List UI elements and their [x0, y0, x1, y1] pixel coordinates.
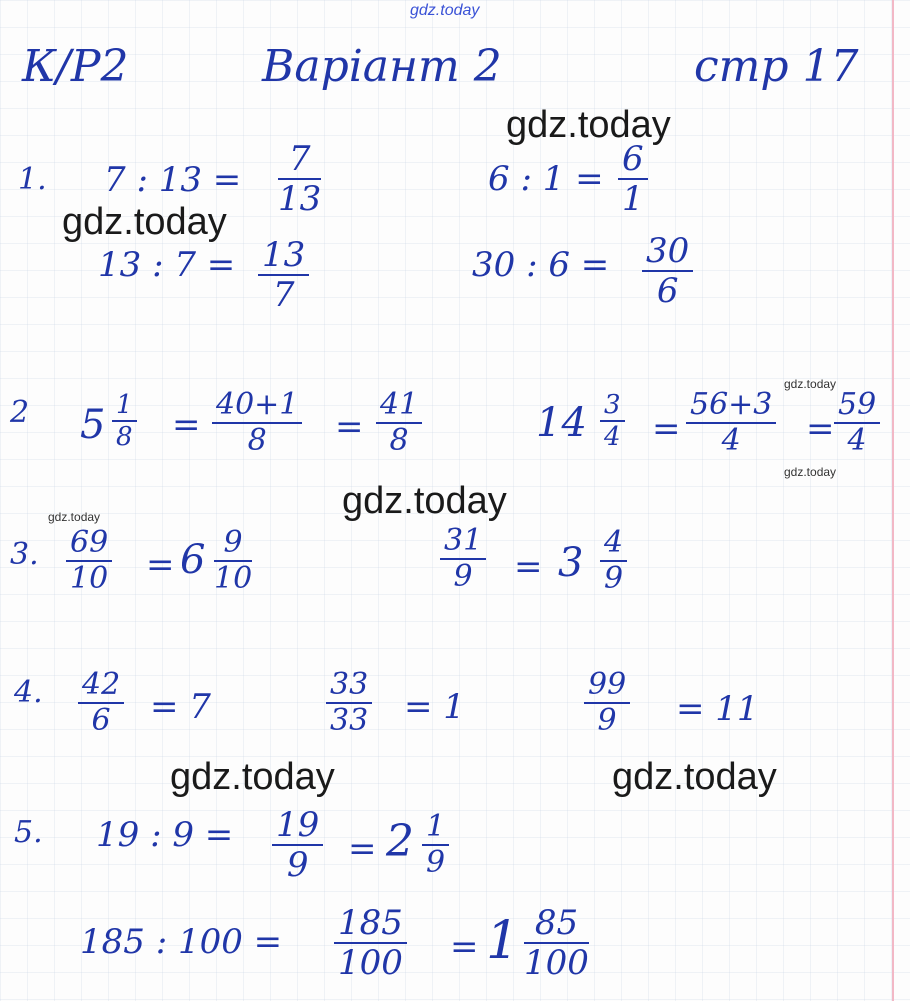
denominator: 4: [721, 423, 741, 458]
equals-sign: =: [450, 927, 479, 967]
numerator: 9: [214, 528, 252, 562]
task-number: 3.: [10, 537, 39, 572]
expression: 30 : 6 =: [472, 245, 610, 285]
fraction: [212, 387, 302, 458]
numerator: 59: [834, 390, 880, 424]
watermark-small: gdz.today: [784, 465, 837, 479]
equals-sign: =: [172, 405, 201, 445]
numerator: 85: [524, 906, 589, 944]
equals-sign: =: [146, 545, 175, 585]
result: = 7: [150, 687, 211, 727]
watermark-small: gdz.today: [48, 510, 101, 524]
numerator: 56+3: [686, 390, 776, 424]
fraction: [524, 903, 589, 983]
expression: 19 : 9 =: [96, 815, 234, 855]
fraction: [584, 667, 630, 738]
fraction: [600, 392, 625, 450]
denominator: 8: [116, 422, 133, 452]
fraction: [642, 231, 693, 311]
fraction: [834, 387, 880, 458]
whole-part: 2: [386, 816, 414, 867]
denominator: 13: [278, 179, 322, 219]
header-page: стр 17: [694, 41, 859, 92]
denominator: 100: [338, 943, 403, 983]
denominator: 9: [426, 845, 446, 880]
whole-part: 3: [558, 540, 584, 586]
fraction: [112, 392, 137, 450]
equals-sign: =: [652, 409, 681, 449]
denominator: 6: [656, 271, 679, 311]
whole-part: 14: [536, 400, 587, 446]
equals-sign: =: [806, 409, 835, 449]
expression: 6 : 1 =: [488, 159, 604, 199]
numerator: 69: [66, 528, 112, 562]
numerator: 31: [440, 526, 486, 560]
whole-part: 1: [486, 911, 520, 971]
fraction: [600, 525, 627, 596]
numerator: 1: [422, 812, 449, 846]
watermark-top: gdz.today: [410, 2, 480, 19]
header-work-label: К/Р2: [22, 41, 129, 92]
equals-sign: =: [348, 829, 377, 869]
fraction: [214, 525, 253, 596]
numerator: 4: [600, 528, 627, 562]
task-number: 5.: [14, 815, 43, 850]
task-number: 1.: [18, 162, 47, 197]
denominator: 4: [604, 422, 621, 452]
numerator: 33: [326, 670, 372, 704]
numerator: 7: [278, 142, 321, 180]
watermark: gdz.today: [612, 756, 777, 798]
denominator: 10: [70, 561, 109, 596]
expression: 185 : 100 =: [80, 922, 283, 962]
whole-part: 5: [80, 402, 106, 448]
numerator: 1: [112, 392, 137, 422]
watermark-small: gdz.today: [784, 377, 837, 391]
expression: 7 : 13 =: [104, 160, 242, 200]
denominator: 9: [286, 845, 309, 885]
fraction: [258, 235, 309, 315]
task-number: 2: [10, 395, 30, 430]
fraction: [440, 523, 486, 594]
numerator: 6: [618, 142, 648, 180]
watermark: gdz.today: [342, 480, 507, 522]
denominator: 6: [91, 703, 111, 738]
denominator: 8: [389, 423, 409, 458]
fraction: [334, 903, 407, 983]
denominator: 9: [597, 703, 617, 738]
numerator: 3: [600, 392, 625, 422]
fraction: [272, 805, 323, 885]
denominator: 9: [453, 559, 473, 594]
expression: 13 : 7 =: [98, 245, 236, 285]
equals-sign: =: [514, 547, 543, 587]
denominator: 33: [330, 703, 369, 738]
whole-part: 6: [180, 537, 206, 583]
fraction: [618, 139, 648, 219]
header-variant: Варіант 2: [262, 41, 502, 92]
fraction: [376, 387, 422, 458]
denominator: 9: [604, 561, 624, 596]
numerator: 42: [78, 670, 124, 704]
equals-sign: =: [335, 407, 364, 447]
denominator: 8: [247, 423, 267, 458]
watermark: gdz.today: [170, 756, 335, 798]
fraction: [66, 525, 112, 596]
numerator: 185: [334, 906, 407, 944]
numerator: 19: [272, 808, 323, 846]
denominator: 100: [524, 943, 589, 983]
result: = 1: [404, 687, 465, 727]
denominator: 4: [847, 423, 867, 458]
result: = 11: [676, 689, 759, 729]
fraction: [278, 139, 322, 219]
denominator: 7: [272, 275, 295, 315]
numerator: 30: [642, 234, 693, 272]
margin-line: [892, 0, 894, 1001]
task-number: 4.: [14, 675, 43, 710]
numerator: 40+1: [212, 390, 302, 424]
fraction: [686, 387, 776, 458]
denominator: 1: [622, 179, 644, 219]
watermark: gdz.today: [62, 201, 227, 243]
numerator: 99: [584, 670, 630, 704]
watermark: gdz.today: [506, 104, 671, 146]
numerator: 41: [376, 390, 422, 424]
numerator: 13: [258, 238, 309, 276]
denominator: 10: [214, 561, 253, 596]
fraction: [78, 667, 124, 738]
fraction: [422, 809, 449, 880]
fraction: [326, 667, 372, 738]
